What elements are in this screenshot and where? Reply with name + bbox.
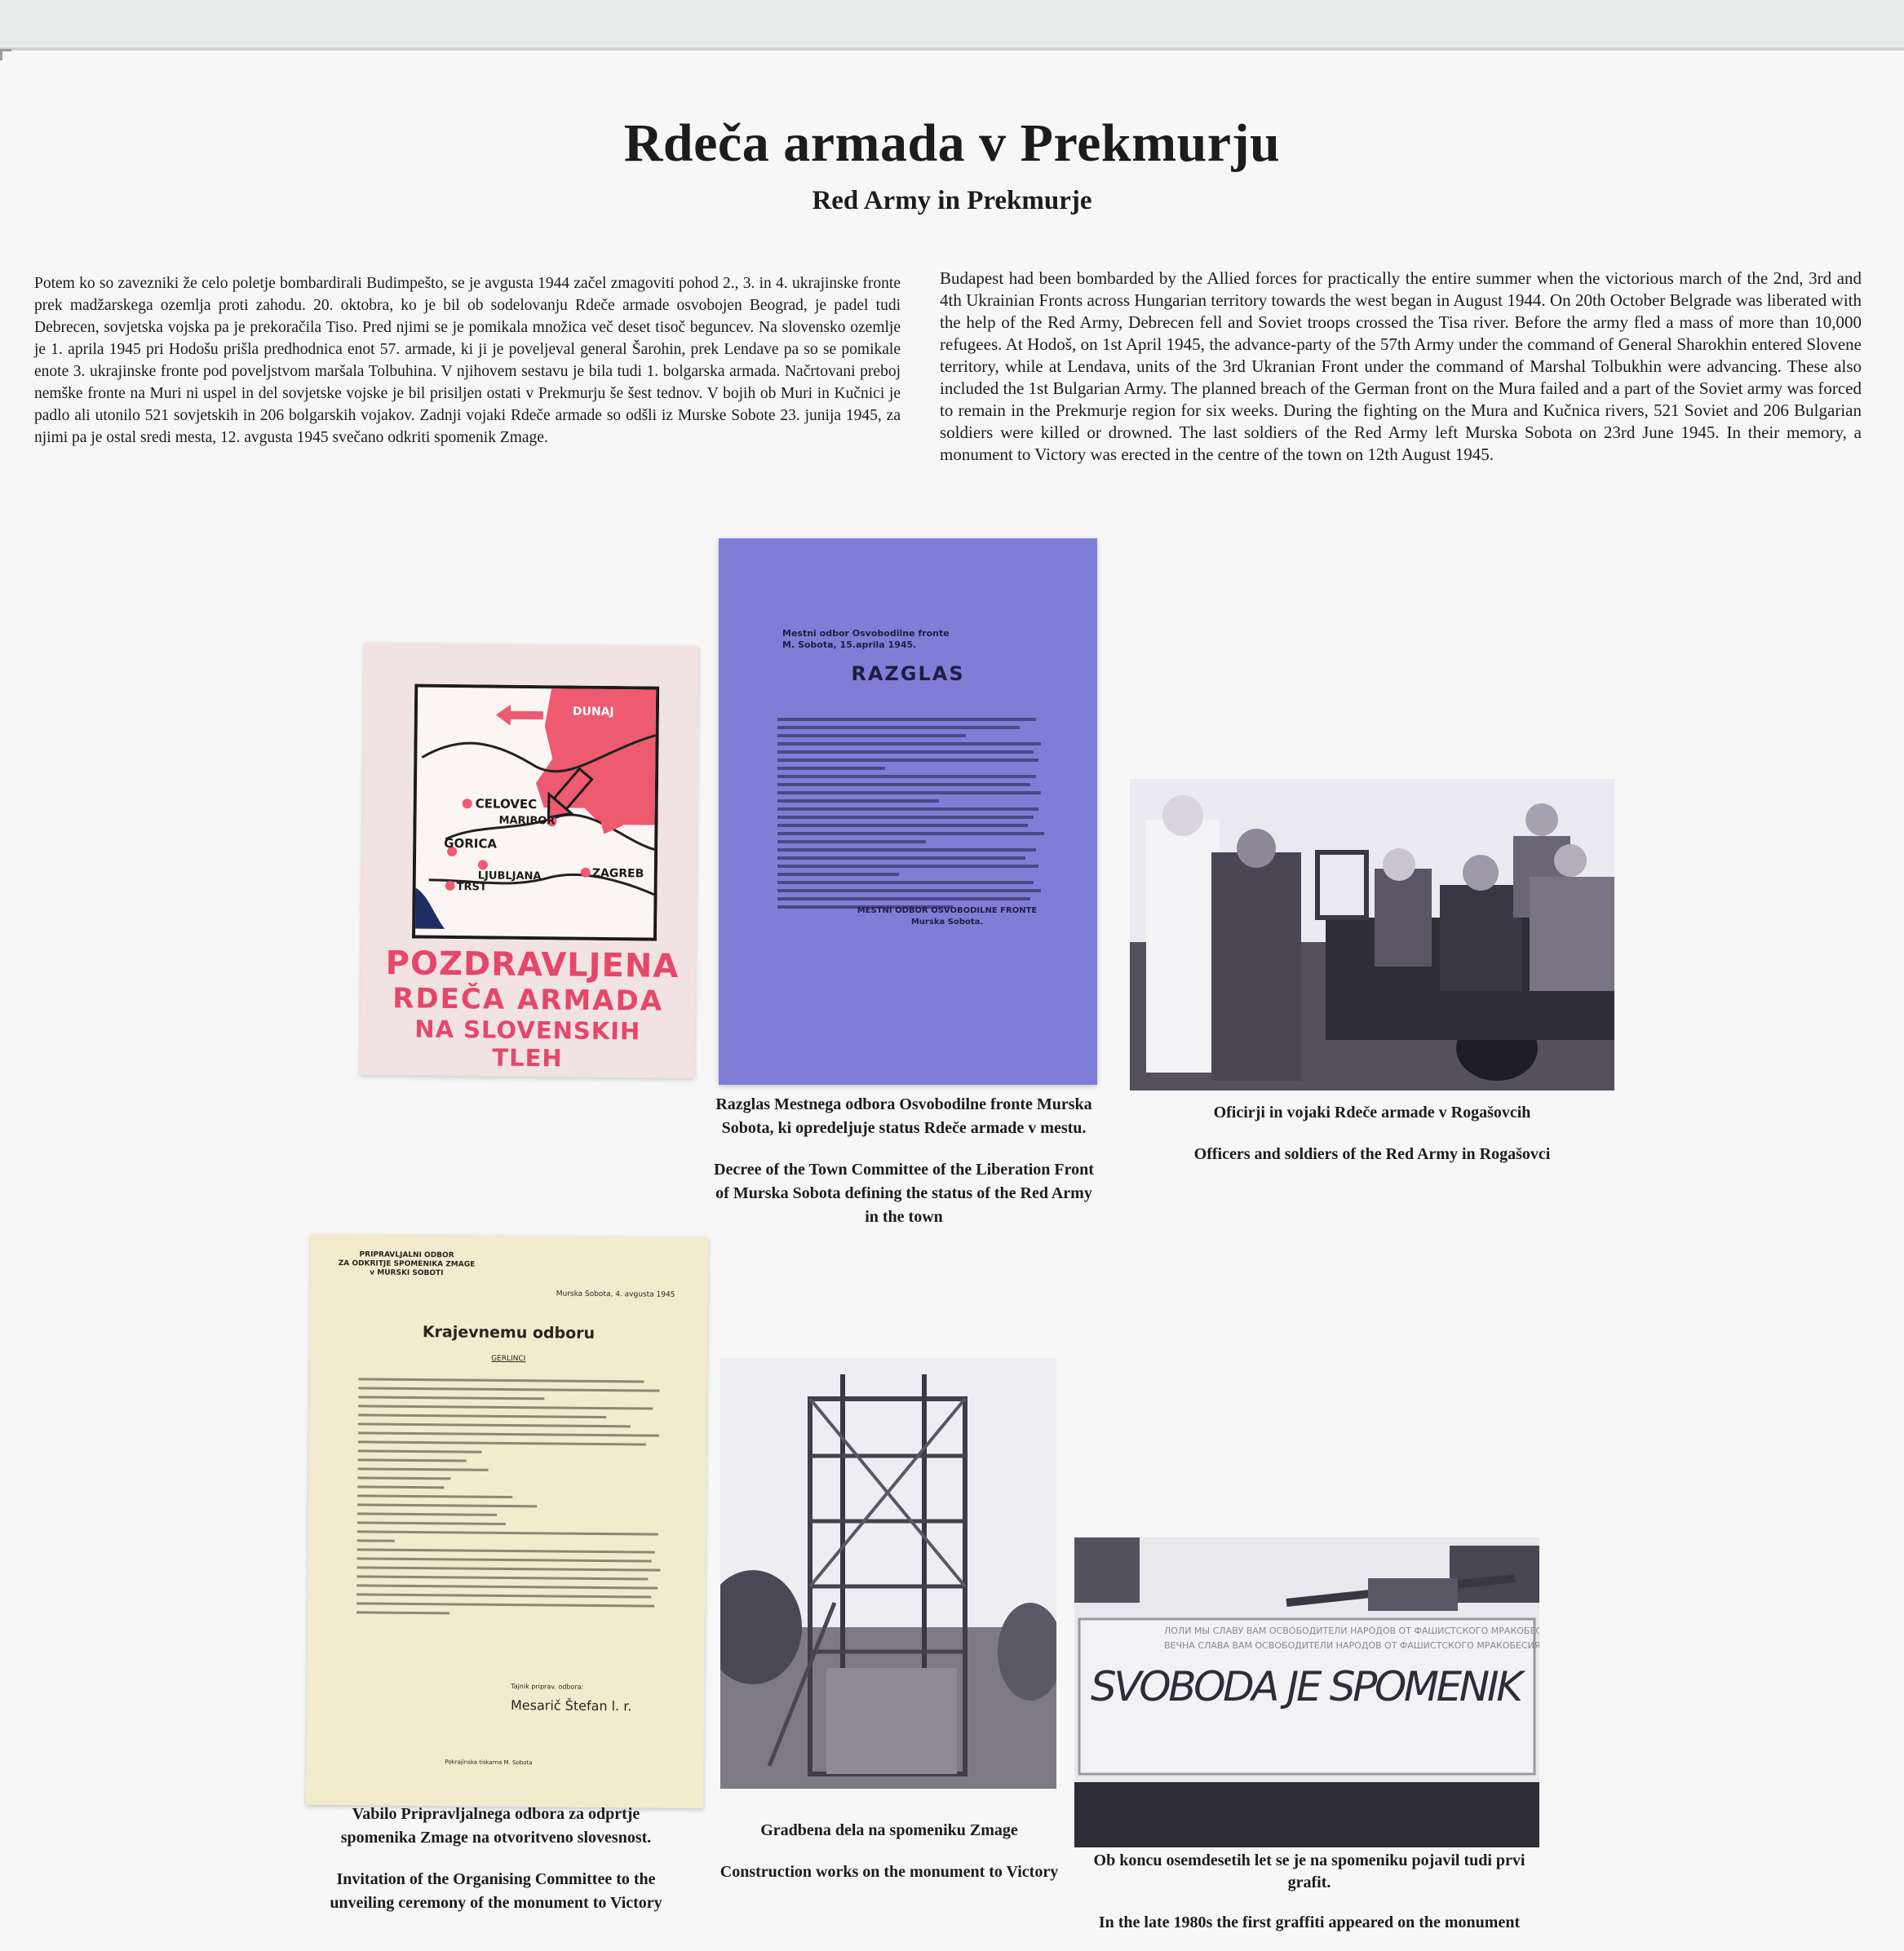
construction-caption-slovene: Gradbena dela na spomeniku Zmage bbox=[760, 1821, 1018, 1839]
poster-slogan-line1: POZDRAVLJENA bbox=[385, 945, 680, 985]
officers-photo bbox=[1130, 779, 1614, 1091]
page-subtitle: Red Army in Prekmurje bbox=[812, 186, 1092, 215]
invitation-caption bbox=[317, 1803, 675, 1915]
invitation-addressee: GERLINCI bbox=[491, 1354, 526, 1364]
map-label-maribor: MARIBOR bbox=[498, 814, 556, 828]
monument-inscription-line1: ЛОЛИ МЫ СЛАВУ ВАМ ОСВОБОДИТЕЛИ НАРОДОВ ОТ ФАШИСТСКОГО МРАКОБЕСИЯ bbox=[1164, 1626, 1539, 1636]
intro-text-slovene: Potem ko so zavezniki že celo poletje bombardirali Budimpešto, se je avgusta 1944 začel zmagoviti pohod 2., 3. in 4. ukrajinske fronte prek madžarskega ozemlja proti zahodu. 20. oktobra, ko je bil ob sodelovanju Rdeče armade osvobojen Beograd, je padel tudi Debrecen, sovjetska vojska pa je prekoračila Tiso. Pred njimi se je pomikala množica več deset tisoč beguncev. Na slovensko ozemlje je 1. aprila 1945 pri Hodošu prišla predhodnica enot 57. armade, ki ji je poveljeval general Šarohin, prek Lendave pa so se pomikale enote 3. ukrajinske fronte pod poveljstvom maršala Tolbuhina. V njihovem sestavu je bila tudi 1. bolgarska armada. Načrtovani preboj nemške fronte na Muri ni uspel in del sovjetske vojske je bil prisiljen ostati v Prekmurju še šest tednov. V bojih ob Muri in Kučnici je padlo ali utonilo 521 sovjetskih in 206 bolgarskih vojakov. Zadnji vojaki Rdeče armade so odšli iz Murske Sobote 23. junija 1945, za njimi pa je ostal sredi mesta, 12. avgusta 1945 svečano odkriti spomenik Zmage. bbox=[34, 275, 901, 446]
poster-slogan-line2: RDEČA ARMADA bbox=[392, 982, 664, 1018]
graffiti-caption bbox=[1077, 1850, 1542, 1934]
construction-photo-scene bbox=[720, 1358, 1056, 1789]
invitation-signature: Mesarič Štefan l. r. bbox=[510, 1697, 632, 1714]
graffiti-caption-slovene: Ob koncu osemdesetih let se je na spomeniku pojavil tudi prvi grafit. bbox=[1093, 1851, 1525, 1891]
decree-caption bbox=[708, 1093, 1100, 1229]
decree-header-line2: M. Sobota, 15.aprila 1945. bbox=[782, 639, 917, 650]
page-title: Rdeča armada v Prekmurju bbox=[623, 113, 1281, 173]
poster-image bbox=[360, 643, 699, 1078]
decree-body-text bbox=[777, 718, 1047, 914]
poster-map bbox=[412, 684, 659, 941]
decree-caption-slovene: Razglas Mestnega odbora Osvobodilne fronte Murska Sobota, ki opredeljuje status Rdeče armade v mestu. bbox=[715, 1095, 1092, 1137]
invitation-date: Murska Sobota, 4. avgusta 1945 bbox=[556, 1290, 675, 1299]
officers-photo-scene bbox=[1130, 779, 1614, 1091]
decree-title: RAZGLAS bbox=[851, 662, 965, 685]
monument-inscription-line2: ВЕЧНА СЛАВА ВАМ ОСВОБОДИТЕЛИ НАРОДОВ ОТ ФАШИСТСКОГО МРАКОБЕСИЯ bbox=[1164, 1640, 1539, 1651]
decree-document-image bbox=[719, 538, 1097, 1085]
invitation-body-text bbox=[356, 1378, 669, 1622]
intro-text-english: Budapest had been bombarded by the Allied forces for practically the entire summer when the victorious march of the 2nd, 3rd and 4th Ukrainian Fronts across Hungarian territory towards the west began in August 1944. On 20th October Belgrade was liberated with the help of the Red Army, Debrecen fell and Soviet troops crossed the Tisa river. Before the army fled a mass of more than 10,000 refugees. At Hodoš, on 1st April 1945, the advance-party of the 57th Army under the command of General Sharokhin entered Slovene territory, while at Lendava, units of the 3rd Ukranian Front under the command of Marshal Tolbukhin were advancing. These also included the 1st Bulgarian Army. The planned breach of the German front on the Mura failed and a part of the Soviet army was forced to remain in the Prekmurje region for six weeks. During the fighting on the Mura and Kučnica rivers, 521 Soviet and 206 Bulgarian soldiers were killed or drowned. The last soldiers of the Red Army left Murska Sobota on 23rd June 1945. In their memory, a monument to Victory was erected in the centre of the town on 12th August 1945. bbox=[940, 268, 1862, 464]
map-label-ljubljana: LJUBLJANA bbox=[477, 869, 542, 883]
map-label-trst: TRST bbox=[456, 881, 487, 894]
map-label-gorica: GORICA bbox=[444, 835, 498, 852]
invitation-caption-english: Invitation of the Organising Committee to the unveiling ceremony of the monument to Victory bbox=[330, 1870, 662, 1912]
decree-caption-english: Decree of the Town Committee of the Liberation Front of Murska Sobota defining the status of the Red Army in the town bbox=[714, 1161, 1094, 1226]
frame-corner bbox=[0, 49, 11, 60]
map-label-celovec: CELOVEC bbox=[475, 796, 538, 812]
map-label-dunaj: DUNAJ bbox=[572, 705, 614, 719]
graffiti-caption-english: In the late 1980s the first graffiti appeared on the monument bbox=[1098, 1913, 1521, 1931]
invitation-printer: Pokrajinska tiskarna M. Sobota bbox=[445, 1759, 533, 1767]
decree-signature-line2: Murska Sobota. bbox=[910, 918, 984, 927]
decree-header-line1: Mestni odbor Osvobodilne fronte bbox=[782, 628, 950, 639]
decree-header bbox=[782, 628, 950, 651]
graffiti-photo bbox=[1074, 1537, 1539, 1847]
invitation-document-image bbox=[306, 1234, 708, 1808]
construction-caption bbox=[718, 1819, 1060, 1884]
invitation-organiser-line3: v MURSKI SOBOTI bbox=[370, 1268, 444, 1278]
invitation-caption-slovene: Vabilo Pripravljalnega odbora za odprtje spomenika Zmage na otvoritveno slovesnost. bbox=[340, 1805, 652, 1847]
graffiti-text: SVOBODA JE SPOMENIK bbox=[1091, 1663, 1523, 1710]
invitation-organiser bbox=[339, 1250, 476, 1278]
decree-signature bbox=[841, 905, 1053, 928]
officers-caption-english: Officers and soldiers of the Red Army in Rogašovci bbox=[1193, 1145, 1551, 1163]
officers-caption bbox=[1130, 1101, 1614, 1166]
officers-caption-slovene: Oficirji in vojaki Rdeče armade v Rogašovcih bbox=[1213, 1104, 1531, 1121]
invitation-title: Krajevnemu odboru bbox=[422, 1323, 596, 1343]
construction-photo bbox=[720, 1358, 1056, 1789]
invitation-organiser-line1: PRIPRAVLJALNI ODBOR bbox=[359, 1250, 454, 1260]
construction-caption-english: Construction works on the monument to Victory bbox=[720, 1863, 1059, 1881]
poster-slogan bbox=[384, 945, 680, 1073]
graffiti-photo-scene bbox=[1074, 1537, 1539, 1847]
invitation-organiser-line2: ZA ODKRITJE SPOMENIKA ZMAGE bbox=[338, 1259, 476, 1269]
invitation-signature-label: Tajnik priprav. odbora: bbox=[511, 1683, 584, 1691]
decree-signature-line1: MESTNI ODBOR OSVOBODILNE FRONTE bbox=[857, 906, 1038, 915]
poster-slogan-line3: NA SLOVENSKIH TLEH bbox=[414, 1015, 641, 1073]
map-label-zagreb: ZAGREB bbox=[591, 866, 644, 881]
